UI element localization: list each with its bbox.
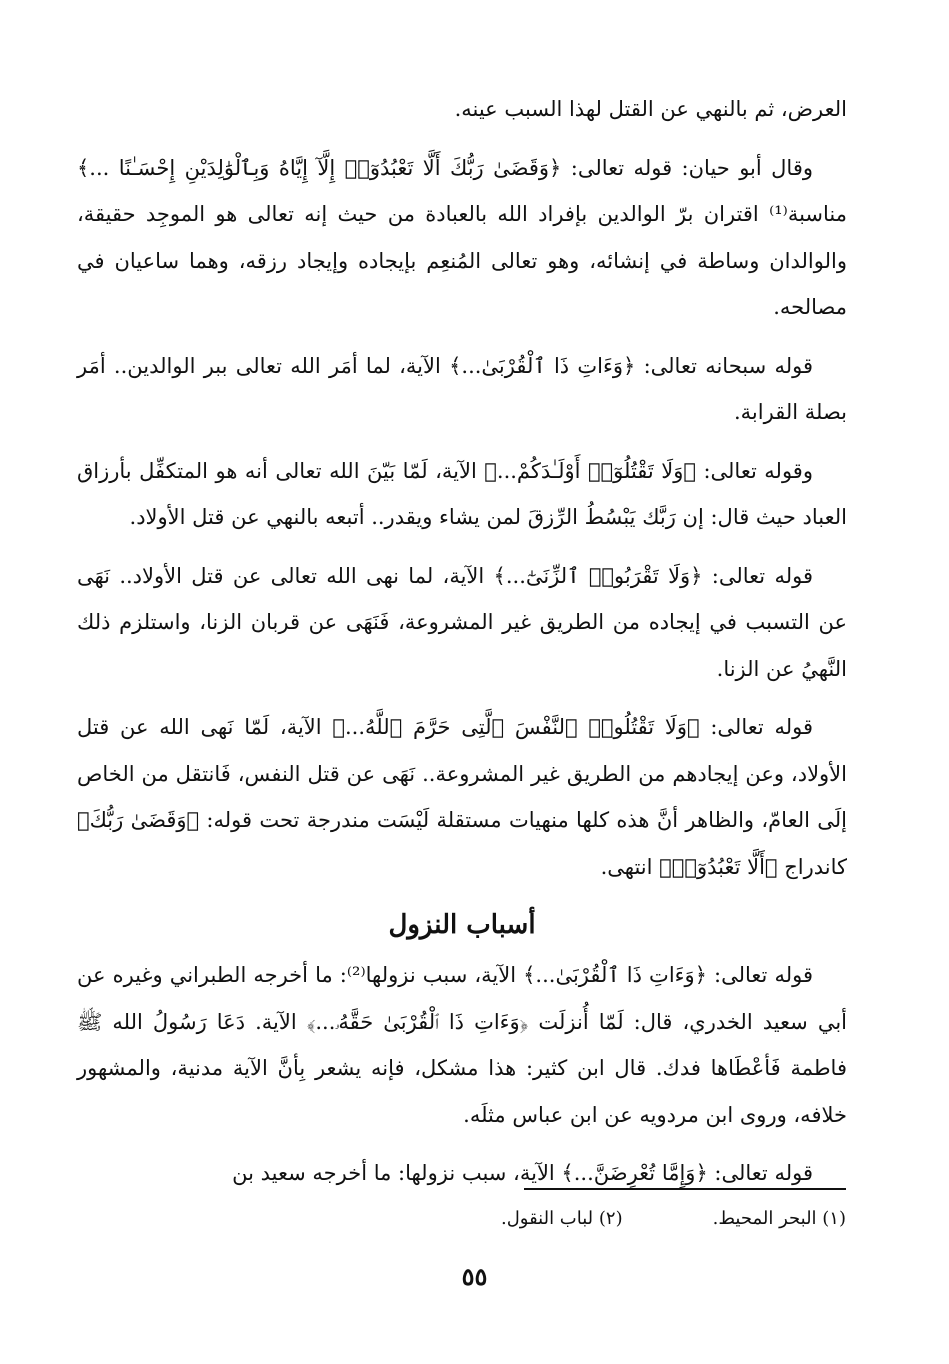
- paragraph-4: وقوله تعالى: ﴿وَلَا تَقْتُلُوٓا۟ أَوْلَـٰدَكُمْ...﴾ الآية، لَمّا بَيّنَ الله تعالى أنه هو المتكفِّل بأرزاق العباد حيث قال: إن رَبَّك يَبْسُطُ الرِّزقَ لمن يشاء ويقدر.. أتبعه بالنهي عن قتل الأولاد.: [77, 458, 847, 529]
- paragraph-8: قوله تعالى: ﴿وَإِمَّا تُعْرِضَنَّ...﴾ الآية، سبب نزولها: ما أخرجه سعيد بن: [232, 1161, 813, 1185]
- paragraph-5: قوله تعالى: ﴿وَلَا تَقْرَبُوا۟ ٱلزِّنَىٰٓ...﴾ الآية، لما نهى الله تعالى عن قتل الأولاد.. نَهَى عن التسبب في إيجاده من الطريق غير المشروعة، فَنَهَى عن قربان الزنا، واستلزم ذلك النَّهيُ عن الزنا.: [77, 563, 847, 681]
- paragraph-3: قوله سبحانه تعالى: ﴿وَءَاتِ ذَا ٱلْقُرْبَىٰ...﴾ الآية، لما أمَر الله تعالى ببر الوالدين.. أمَر بصلة القرابة.: [77, 353, 847, 424]
- paragraph-1: العرض، ثم بالنهي عن القتل لهذا السبب عينه.: [454, 97, 847, 121]
- footnote-1: (١) البحر المحيط.: [712, 1208, 846, 1229]
- paragraph-6: قوله تعالى: ﴿وَلَا تَقْتُلُوا۟ ٱلنَّفْسَ ٱلَّتِى حَرَّمَ ٱللَّهُ...﴾ الآية، لَمّا نَهى الله عن قتل الأولاد، وعن إيجادهم من الطريق غير المشروعة.. نَهَى عن قتل النفس، فَانتقل من الخاص إلَى العامّ، والظاهر أنَّ هذه كلها منهيات مستقلة لَيْسَت مندرجة تحت قوله: ﴿وَقَضَىٰ رَبُّكَ﴾ كاندراج ﴿أَلَّا تَعْبُدُوٓا۟﴾ انتهى.: [77, 715, 847, 879]
- page-number: ٥٥: [461, 1262, 488, 1291]
- footnote-separator: [524, 1188, 846, 1190]
- paragraph-2: وقال أبو حيان: قوله تعالى: ﴿وَقَضَىٰ رَبُّكَ أَلَّا تَعْبُدُوٓا۟ إِلَّآ إِيَّاهُ وَبِٱلْوَٰلِدَيْنِ إِحْسَـٰنًا ...﴾ مناسبة⁽¹⁾ اقتران برّ الوالدين بإفراد الله بالعبادة من حيث إنه تعالى هو الموجِد حقيقة، والوالدان وساطة في إنشائه، وهو تعالى المُنعِم بإيجاده وإيجاد رزقه، وهما ساعيان في مصالحه.: [77, 155, 847, 319]
- main-text: [77, 86, 847, 1209]
- footnote-2: (٢) لباب النقول.: [500, 1208, 623, 1229]
- paragraph-7: قوله تعالى: ﴿وَءَاتِ ذَا ٱلْقُرْبَىٰ...﴾ الآية، سبب نزولها⁽²⁾: ما أخرجه الطبراني وغيره عن أبي سعيد الخدري، قال: لَمّا أُنزلَت ﴿وَءَاتِ ذَا ٱلْقُرْبَىٰ حَقَّهُۥ...﴾ الآية. دَعَا رَسُولُ الله ﷺ فاطمة فَأعْطَاها فدك. قال ابن كثير: هذا مشكل، فإنه يشعر بِأنَّ الآية مدنية، والمشهور خلافه، وروى ابن مردويه عن ابن عباس مثلَه.: [77, 963, 847, 1127]
- section-heading: أسباب النزول: [388, 910, 536, 940]
- footnotes: [286, 1204, 846, 1234]
